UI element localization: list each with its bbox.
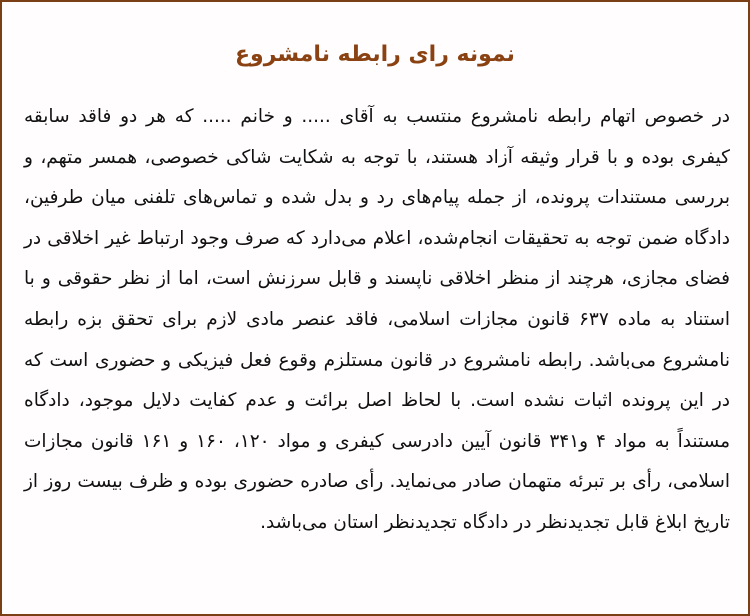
document-title: نمونه رای رابطه نامشروع xyxy=(235,42,515,67)
verdict-text: در خصوص اتهام رابطه نامشروع منتسب به آقای ..... و خانم ..... که هر دو فاقد سابقه کیفری بوده و با قرار وثیقه آزاد هستند، با توجه به شکایت شاکی خصوصی، همسر متهم، و بررسی مستندات پرونده، از جمله پیام‌های رد و بدل شده و تماس‌های تلفنی میان طرفین، دادگاه ضمن توجه به تحقیقات انجام‌شده، اعلام می‌دارد که صرف وجود ارتباط غیر اخلاقی در فضای مجازی، هرچند از منظر اخلاقی ناپسند و قابل سرزنش است، اما از نظر حقوقی و با استناد به ماده ۶۳۷ قانون مجازات اسلامی، فاقد عنصر مادی لازم برای تحقق بزه رابطه نامشروع می‌باشد. رابطه نامشروع در قانون مستلزم وقوع فعل فیزیکی و حضوری است که در این پرونده اثبات نشده است. با لحاظ اصل برائت و عدم کفایت دلایل موجود، دادگاه مستنداً به مواد ۴ و۳۴۱ قانون آیین دادرسی کیفری و مواد ۱۲۰، ۱۶۰ و ۱۶۱ قانون مجازات اسلامی، رأی بر تبرئه متهمان صادر می‌نماید. رأی صادره حضوری بوده و ظرف بیست روز از تاریخ ابلاغ قابل تجدیدنظر در دادگاه تجدیدنظر استان می‌باشد. xyxy=(24,106,731,533)
